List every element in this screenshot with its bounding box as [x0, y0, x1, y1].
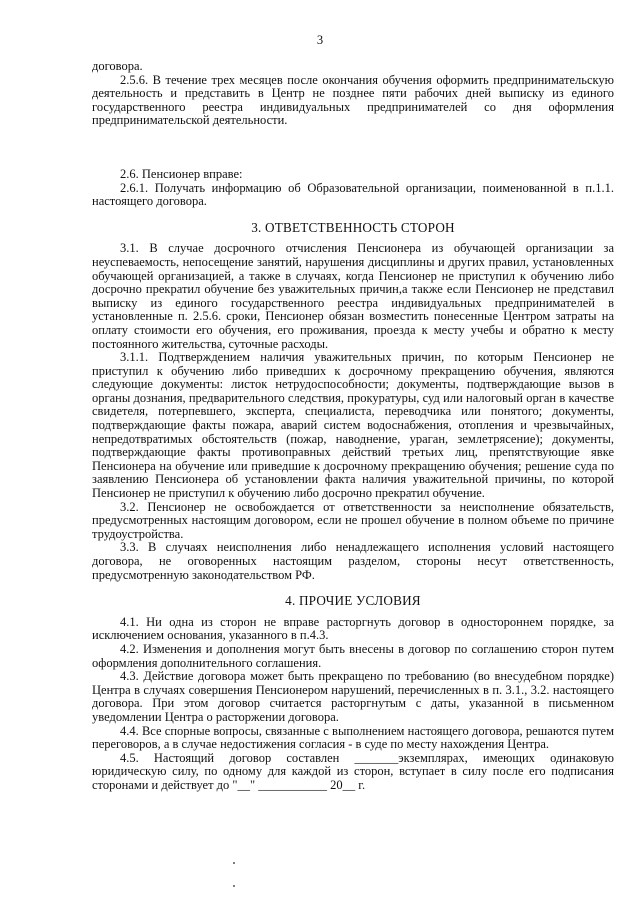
paragraph-2-6: 2.6. Пенсионер вправе: [120, 166, 243, 181]
paragraph-3-1-1: 3.1.1. Подтверждением наличия уважительных причин, по которым Пенсионер не приступил к обучению либо приведших к досрочному прекращению обучения, являются следующие документы: листок нетрудоспособности; документы, подтверждающие вызов в органы дознания, предварительного следствия, прокуратуры, суд или налоговый орган в качестве свидетеля, потерпевшего, эксперта, специалиста, переводчика или понятого; документы, подтверждающие факты пожара, аварий систем водоснабжения, отопления и чрезвычайных, непредотвратимых обстоятельств (пожар, наводнение, ураган, землетрясение); документы, подтверждающие факты противоправных действий третьих лиц, препятствующие явке Пенсионера на обучение или приведшие к досрочному прекращению обучения; решение суда по заявлению Пенсионера об установлении факта наличия уважительной причины, по которой Пенсионер не приступил к обучению либо досрочно прекратил обучение. [92, 350, 614, 501]
paragraph-4-1: 4.1. Ни одна из сторон не вправе расторгнуть договор в одностороннем порядке, за исключением основания, указанного в п.4.3. [92, 614, 614, 643]
paragraph-3-3: 3.3. В случаях неисполнения либо ненадлежащего исполнения условий настоящего договора, не оговоренных настоящим разделом, стороны несут ответственность, предусмотренную законодательством РФ. [92, 540, 614, 582]
page-number: 3 [316, 33, 324, 47]
section-4-title: 4. ПРОЧИЕ УСЛОВИЯ [285, 593, 421, 609]
paragraph-4-2: 4.2. Изменения и дополнения могут быть внесены в договор по соглашению сторон путем оформления дополнительного соглашения. [92, 641, 614, 670]
paragraph-4-3: 4.3. Действие договора может быть прекращено по требованию (во внесудебном порядке) Центра в случаях совершения Пенсионером нарушений, перечисленных в п. 3.1., 3.2. настоящего договора. При этом договор считается расторгнутым с даты, указанной в письменном уведомлении Центра о расторжении договора. [92, 669, 614, 724]
paragraph-contract-tail: договора. [92, 59, 143, 73]
scan-speck [233, 885, 235, 887]
scan-speck [233, 862, 235, 864]
paragraph-4-5: 4.5. Настоящий договор составлен _______экземплярах, имеющих одинаковую юридическую силу, по одному для каждой из сторон, вступает в силу после его подписания сторонами и действует до "__" ___________ 20__ г. [92, 750, 614, 792]
document-body [92, 60, 614, 793]
paragraph-3-1: 3.1. В случае досрочного отчисления Пенсионера из обучающей организации за неуспеваемость, непосещение занятий, нарушения дисциплины и других правил, установленных обучающей организацией, а также в случаях, когда Пенсионер не приступил к обучению либо досрочно прекратил обучение без уважительных причин,а также если Пенсионер не представил выписку из единого государственного реестра индивидуальных предпринимателей в установленные п. 2.5.6. сроки, Пенсионер обязан возместить понесенные Центром затраты на оплату стоимости его обучения, его проживания, проезда к месту учебы и обратно к месту постоянного жительства, суточные расходы. [92, 241, 614, 351]
paragraph-3-2: 3.2. Пенсионер не освобождается от ответственности за неисполнение обязательств, предусмотренных настоящим договором, если не прошел обучение в полном объеме по причине трудоустройства. [92, 499, 614, 541]
paragraph-4-4: 4.4. Все спорные вопросы, связанные с выполнением настоящего договора, решаются путем переговоров, а в случае недостижения согласия - в суде по месту нахождения Центра. [92, 723, 614, 752]
paragraph-2-6-1: 2.6.1. Получать информацию об Образовательной организации, поименованной в п.1.1. настоящего договора. [92, 180, 614, 209]
paragraph-2-5-6: 2.5.6. В течение трех месяцев после окончания обучения оформить предпринимательскую деятельность и представить в Центр не позднее пяти рабочих дней выписку из единого государственного реестра индивидуальных предпринимателей со дня оформления предпринимательской деятельности. [92, 72, 614, 128]
section-3-title: 3. ОТВЕТСТВЕННОСТЬ СТОРОН [251, 219, 455, 235]
spacer [92, 128, 614, 168]
